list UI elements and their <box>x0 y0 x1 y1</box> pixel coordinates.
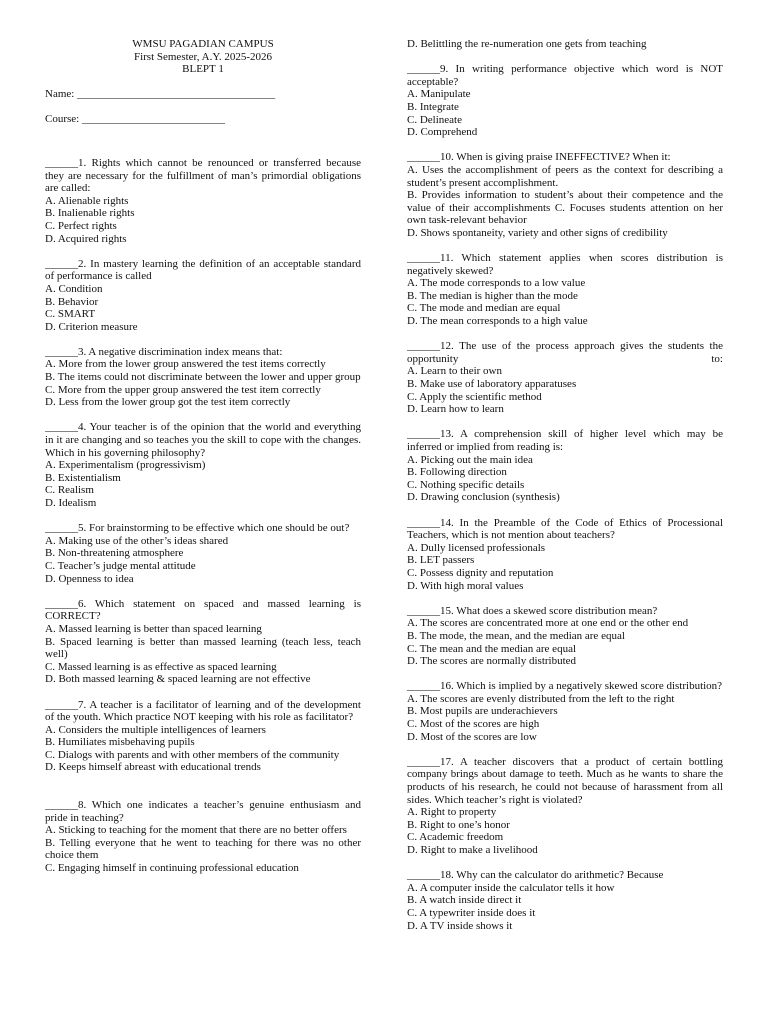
answer-option: B. Behavior <box>45 295 99 308</box>
answer-option: C. The mode and median are equal <box>407 302 561 315</box>
answer-option: C. Delineate <box>407 113 462 126</box>
answer-option: D. The mean corresponds to a high value <box>407 315 588 328</box>
answer-option: D. The scores are normally distributed <box>407 655 577 668</box>
answer-option: A. Considers the multiple intelligences of learners <box>45 723 266 736</box>
answer-option: C. SMART <box>45 308 96 321</box>
answer-option: C. Teacher’s judge mental attitude <box>45 559 196 572</box>
answer-option: B. Integrate <box>407 100 459 113</box>
answer-option: C. Possess dignity and reputation <box>407 566 554 579</box>
answer-option: B. A watch inside direct it <box>407 894 522 907</box>
question-stem: ______4. Your teacher is of the opinion that the world and everything in it are changing and so teaches you the skill to cope with the changes. Which in his governing philosophy? <box>45 421 361 459</box>
answer-option: D. Idealism <box>45 497 97 509</box>
answer-option: A. Manipulate <box>407 88 471 101</box>
question-stem: ______7. A teacher is a facilitator of learning and of the development of the youth. Which practice NOT keeping with his role as facilitator? <box>45 698 361 724</box>
question-stem: ______14. In the Preamble of the Code of Ethics of Processional Teachers, which is not mention about teachers? <box>407 516 723 542</box>
answer-option: D. Shows spontaneity, variety and other signs of credibility <box>407 226 668 239</box>
question-item <box>45 421 361 509</box>
answer-option: B. The median is higher than the mode <box>407 289 578 302</box>
answer-option: A. Condition <box>45 282 103 295</box>
question-item <box>45 799 361 875</box>
question-item <box>45 598 361 686</box>
question-stem: ______8. Which one indicates a teacher’s genuine enthusiasm and pride in teaching? <box>45 799 361 824</box>
question-stem: ______17. A teacher discovers that a product of certain bottling company brings about damage to teeth. Much as he wants to share the products of his research, he could not because of harassment from all sides. Which teacher’s right is violated? <box>407 755 723 806</box>
question-item <box>407 869 723 932</box>
semester-line: First Semester, A.Y. 2025-2026 <box>133 50 273 63</box>
answer-option: A. Uses the accomplishment of peers as the context for describing a student’s present accomplishment. <box>407 163 723 189</box>
question-stem: ______10. When is giving praise INEFFECTIVE? When it: <box>407 151 671 164</box>
answer-option: C. A typewriter inside does it <box>407 906 536 919</box>
answer-option: B. The items could not discriminate between the lower and upper group <box>45 371 361 384</box>
question-item <box>407 517 723 593</box>
answer-option: C. More from the upper group answered the test item correctly <box>45 383 321 396</box>
question-item <box>407 151 723 239</box>
question-item <box>407 63 723 139</box>
subject-code: BLEPT 1 <box>182 63 224 76</box>
answer-option: B. Inalienable rights <box>45 207 135 220</box>
answer-option: D. Both massed learning & spaced learning are not effective <box>45 673 311 686</box>
answer-option: B. Humiliates misbehaving pupils <box>45 736 195 749</box>
answer-option: C. Massed learning is as effective as spaced learning <box>45 660 277 673</box>
left-question-list <box>45 157 361 875</box>
answer-option: C. Dialogs with parents and with other members of the community <box>45 748 340 761</box>
answer-option: D. Acquired rights <box>45 232 127 245</box>
answer-option: A. Experimentalism (progressivism) <box>45 459 206 472</box>
answer-option: B. Right to one’s honor <box>407 818 510 831</box>
exam-header <box>45 38 361 76</box>
answer-option: C. Realism <box>45 484 94 497</box>
answer-option: D. With high moral values <box>407 579 524 592</box>
question-item <box>407 340 723 416</box>
carryover-option: D. Belittling the re-numeration one gets from teaching <box>407 38 647 50</box>
answer-option: A. The scores are evenly distributed from the left to the right <box>407 692 675 705</box>
answer-option: C. Perfect rights <box>45 219 117 232</box>
answer-option: A. Sticking to teaching for the moment that there are no better offers <box>45 824 347 837</box>
answer-option: A. The mode corresponds to a low value <box>407 277 586 290</box>
answer-option: A. A computer inside the calculator tells it how <box>407 881 615 894</box>
question-item <box>407 605 723 668</box>
right-question-list <box>407 63 723 932</box>
answer-option: B. LET passers <box>407 554 475 567</box>
campus-title: WMSU PAGADIAN CAMPUS <box>132 38 274 50</box>
answer-option: A. More from the lower group answered the test items correctly <box>45 358 326 371</box>
question-item <box>407 428 723 504</box>
answer-option: C. Nothing specific details <box>407 478 525 491</box>
answer-option: A. Massed learning is better than spaced learning <box>45 622 262 635</box>
answer-option: D. Keeps himself abreast with educational trends <box>45 761 261 774</box>
question-stem: ______11. Which statement applies when scores distribution is negatively skewed? <box>407 252 723 277</box>
question-item <box>45 699 361 775</box>
question-item <box>45 346 361 409</box>
answer-option: A. Picking out the main idea <box>407 453 533 466</box>
answer-option: D. A TV inside shows it <box>407 919 513 932</box>
right-column <box>407 38 723 932</box>
answer-option: B. Following direction <box>407 466 507 479</box>
answer-option: B. Provides information to student’s about their competence and the value of their accomplishments C. Focuses students attention on her own task-relevant behavior <box>407 189 723 227</box>
question-stem: ______3. A negative discrimination index means that: <box>45 345 283 358</box>
answer-option: B. Spaced learning is better than massed learning (teach less, teach well) <box>45 635 361 661</box>
answer-option: C. Apply the scientific method <box>407 390 542 403</box>
answer-option: B. Most pupils are underachievers <box>407 705 558 718</box>
question-stem: ______15. What does a skewed score distribution mean? <box>407 604 658 617</box>
answer-option: A. Right to property <box>407 806 497 819</box>
answer-option: C. The mean and the median are equal <box>407 642 577 655</box>
answer-option: D. Less from the lower group got the test item correctly <box>45 396 291 409</box>
answer-option: C. Academic freedom <box>407 831 504 844</box>
course-field[interactable]: Course: __________________________ <box>45 113 225 126</box>
answer-option: A. Making use of the other’s ideas shared <box>45 534 229 547</box>
answer-option: C. Most of the scores are high <box>407 718 540 731</box>
answer-option: A. The scores are concentrated more at one end or the other end <box>407 617 689 630</box>
question-item <box>407 680 723 743</box>
question-item <box>45 258 361 334</box>
answer-option: B. Telling everyone that he went to teaching for there was no other choice them <box>45 836 361 862</box>
question-item <box>407 252 723 328</box>
question-stem: ______2. In mastery learning the definition of an acceptable standard of performance is called <box>45 257 361 283</box>
answer-option: D. Comprehend <box>407 126 478 139</box>
question-stem: ______5. For brainstorming to be effective which one should be out? <box>45 522 350 535</box>
question-stem: ______13. A comprehension skill of higher level which may be inferred or implied from reading is: <box>407 428 723 453</box>
answer-option: B. Make use of laboratory apparatuses <box>407 378 577 391</box>
name-field[interactable]: Name: ____________________________________ <box>45 87 276 100</box>
answer-option: B. Non-threatening atmosphere <box>45 547 184 560</box>
answer-option: A. Alienable rights <box>45 194 129 207</box>
answer-option: B. The mode, the mean, and the median are equal <box>407 629 625 642</box>
answer-option: D. Criterion measure <box>45 320 138 333</box>
answer-option: D. Learn how to learn <box>407 403 504 416</box>
question-stem: ______18. Why can the calculator do arithmetic? Because <box>407 869 664 882</box>
answer-option: D. Openness to idea <box>45 572 134 585</box>
question-item <box>407 756 723 857</box>
answer-option: A. Learn to their own <box>407 365 502 378</box>
answer-option: D. Right to make a livelihood <box>407 844 538 856</box>
answer-option: B. Existentialism <box>45 471 121 484</box>
question-item <box>45 522 361 585</box>
question-stem: ______1. Rights which cannot be renounced or transferred because they are necessary for the fulfillment of man’s primordial obligations are called: <box>45 156 361 195</box>
question-stem: ______6. Which statement on spaced and massed learning is CORRECT? <box>45 597 361 623</box>
answer-option: A. Dully licensed professionals <box>407 541 546 554</box>
answer-option: D. Most of the scores are low <box>407 730 537 743</box>
left-column <box>45 38 361 875</box>
question-item <box>45 157 361 245</box>
answer-option: D. Drawing conclusion (synthesis) <box>407 491 560 504</box>
question-stem: ______12. The use of the process approach gives the students the opportunity to: <box>407 340 723 365</box>
question-stem: ______9. In writing performance objective which word is NOT acceptable? <box>407 63 723 88</box>
question-stem: ______16. Which is implied by a negatively skewed score distribution? <box>407 680 723 693</box>
answer-option: C. Engaging himself in continuing professional education <box>45 862 299 875</box>
